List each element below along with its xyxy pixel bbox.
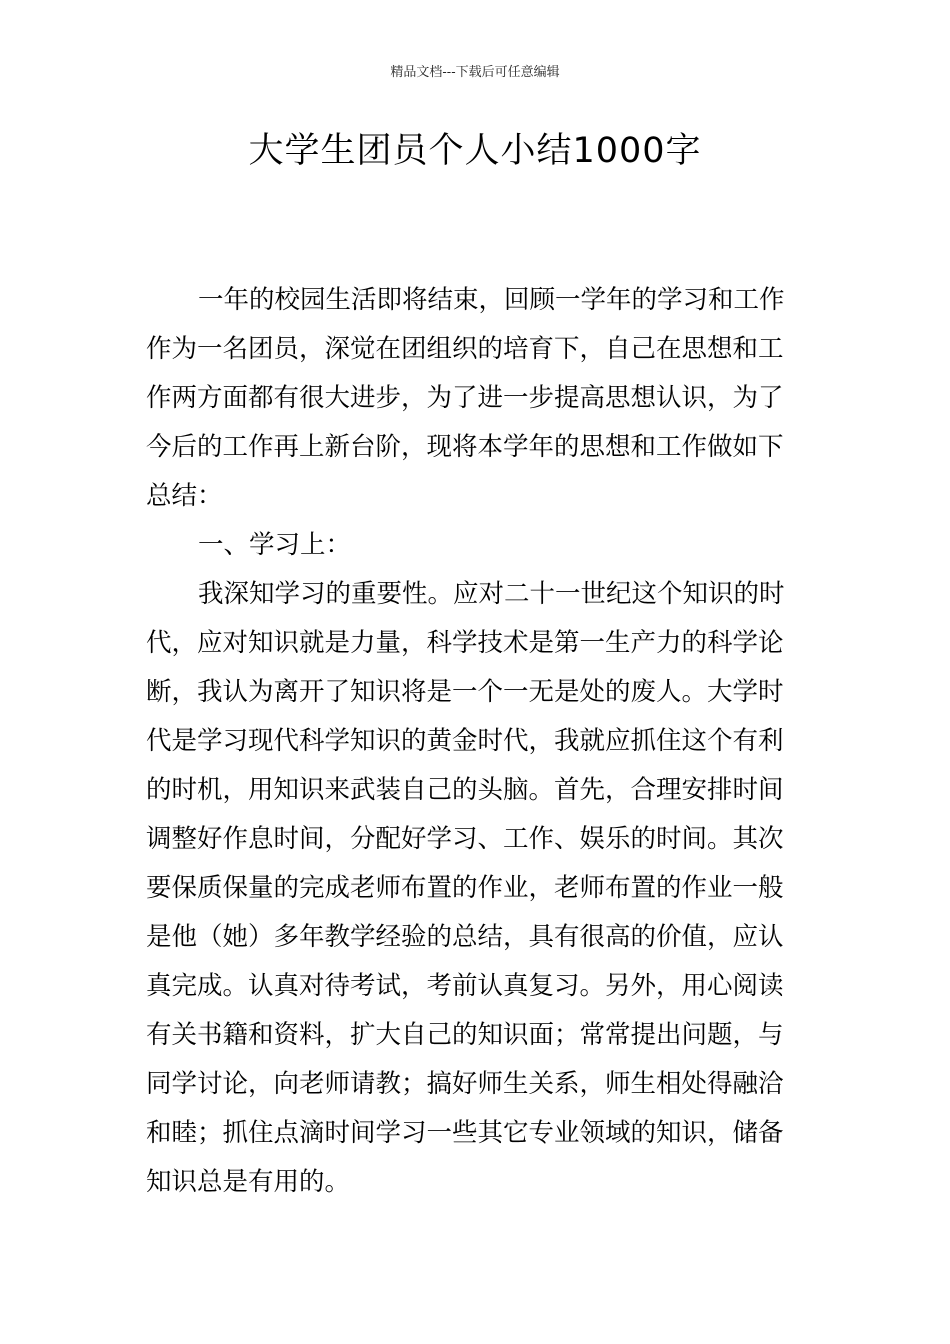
paragraph-line: 今后的工作再上新台阶，现将本学年的思想和工作做如下 [146, 432, 784, 462]
paragraph-line: 一年的校园生活即将结束，回顾一学年的学习和工作 [198, 285, 785, 315]
document-body [146, 276, 810, 1207]
paragraph-line: 真完成。认真对待考试，考前认真复习。另外，用心阅读 [146, 971, 784, 1001]
paragraph-line: 知识总是有用的。 [146, 1167, 351, 1197]
paragraph-line: 作为一名团员，深觉在团组织的培育下，自己在思想和工 [146, 334, 784, 364]
paragraph-line: 的时机，用知识来武装自己的头脑。首先，合理安排时间 [146, 775, 784, 805]
paragraph-line: 调整好作息时间，分配好学习、工作、娱乐的时间。其次 [146, 824, 784, 854]
paragraph-line: 代是学习现代科学知识的黄金时代，我就应抓住这个有利 [146, 726, 784, 756]
paragraph-line: 我深知学习的重要性。应对二十一世纪这个知识的时 [198, 579, 785, 609]
section-heading: 一、学习上： [198, 530, 352, 560]
document-title: 大学生团员个人小结1000字 [248, 131, 702, 171]
paragraph-line: 同学讨论，向老师请教；搞好师生关系，师生相处得融洽 [146, 1069, 784, 1099]
paragraph-line: 要保质保量的完成老师布置的作业，老师布置的作业一般 [146, 873, 784, 903]
page-header: 精品文档---下载后可任意编辑 [390, 65, 560, 80]
paragraph-line: 总结： [146, 481, 223, 511]
paragraph-line: 断，我认为离开了知识将是一个一无是处的废人。大学时 [146, 677, 784, 707]
paragraph-line: 是他（她）多年教学经验的总结，具有很高的价值，应认 [146, 922, 784, 952]
paragraph-line: 代，应对知识就是力量，科学技术是第一生产力的科学论 [146, 628, 784, 658]
paragraph-line: 作两方面都有很大进步，为了进一步提高思想认识，为了 [146, 383, 784, 413]
paragraph-line: 和睦；抓住点滴时间学习一些其它专业领域的知识，储备 [146, 1118, 784, 1148]
paragraph-line: 有关书籍和资料，扩大自己的知识面；常常提出问题，与 [146, 1020, 784, 1050]
